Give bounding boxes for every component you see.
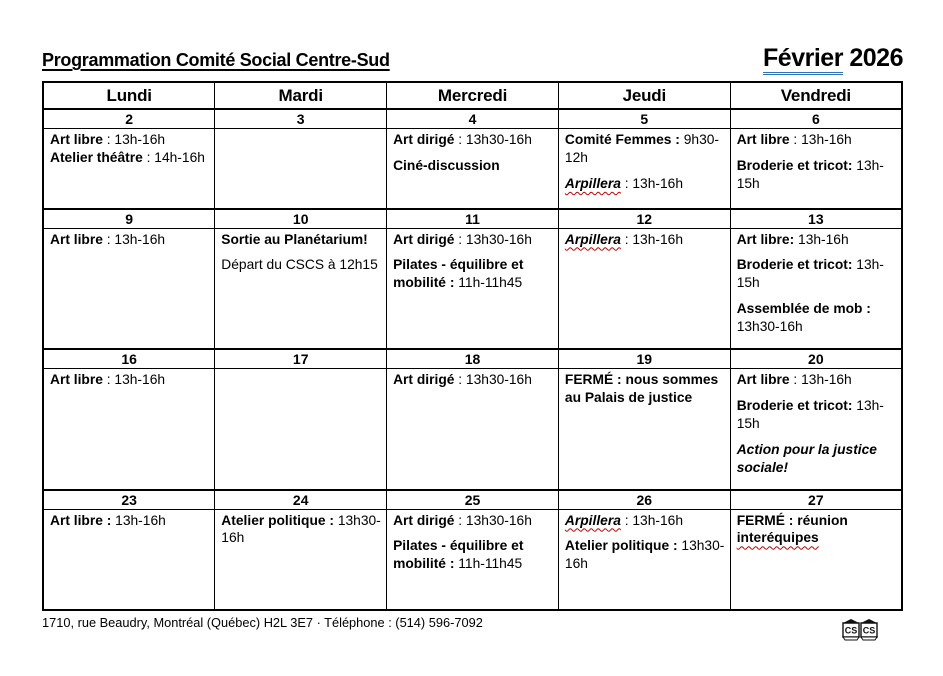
event-text: 11h-11h45 bbox=[454, 275, 523, 291]
cscs-logo-icon bbox=[841, 618, 879, 644]
event-entry bbox=[737, 300, 896, 336]
week-1-content-row bbox=[43, 129, 902, 209]
date-cell-18: 18 bbox=[387, 349, 559, 369]
date-cell-3: 3 bbox=[215, 109, 387, 129]
date-cell-4: 4 bbox=[387, 109, 559, 129]
event-text: 13h-15h bbox=[736, 157, 884, 191]
date-cell-6: 6 bbox=[730, 109, 902, 129]
event-text: FERMÉ : nous sommes au Palais de justice bbox=[564, 372, 719, 405]
day-header-mardi: Mardi bbox=[215, 82, 387, 109]
date-cell-11: 11 bbox=[387, 209, 559, 229]
event-text: : 13h-16h bbox=[620, 231, 684, 247]
event-text: Broderie et tricot: bbox=[736, 157, 853, 173]
event-entry bbox=[565, 131, 725, 167]
event-text: 13h-15h bbox=[736, 257, 884, 291]
event-entry bbox=[50, 371, 209, 389]
event-text: Broderie et tricot: bbox=[736, 257, 853, 273]
event-cell-17 bbox=[215, 369, 387, 490]
event-entry bbox=[50, 131, 209, 149]
event-cell-13 bbox=[730, 228, 902, 349]
event-text: 13h30-16h bbox=[736, 319, 803, 335]
day-header-jeudi: Jeudi bbox=[558, 82, 730, 109]
event-cell-24 bbox=[215, 509, 387, 610]
event-text: Broderie et tricot: bbox=[736, 397, 853, 413]
event-text: Art dirigé bbox=[393, 132, 455, 147]
event-cell-27 bbox=[730, 509, 902, 610]
event-text: Atelier théâtre bbox=[50, 149, 143, 165]
event-text: Arpillera bbox=[564, 231, 621, 247]
event-entry bbox=[737, 131, 896, 149]
day-header-lundi: Lundi bbox=[43, 82, 215, 109]
page-title: Programmation Comité Social Centre-Sud bbox=[42, 50, 390, 70]
event-text: : 13h30-16h bbox=[454, 132, 532, 147]
date-cell-24: 24 bbox=[215, 490, 387, 510]
date-cell-2: 2 bbox=[43, 109, 215, 129]
event-cell-18 bbox=[387, 369, 559, 490]
event-entry bbox=[393, 537, 553, 573]
event-entry bbox=[565, 371, 725, 407]
month-title bbox=[763, 44, 903, 73]
event-text: 9h30-12h bbox=[564, 132, 720, 165]
event-text: : 14h-16h bbox=[142, 149, 205, 165]
event-entry bbox=[221, 231, 381, 249]
event-entry bbox=[565, 537, 725, 573]
event-entry bbox=[737, 512, 896, 548]
event-entry bbox=[50, 231, 209, 249]
date-cell-13: 13 bbox=[730, 209, 902, 229]
date-cell-19: 19 bbox=[558, 349, 730, 369]
year: 2026 bbox=[849, 44, 903, 72]
date-cell-20: 20 bbox=[730, 349, 902, 369]
event-text: Arpillera bbox=[564, 512, 621, 528]
day-header-mercredi: Mercredi bbox=[387, 82, 559, 109]
event-text: 13h-16h bbox=[111, 512, 166, 528]
week-3-date-row bbox=[43, 349, 902, 369]
week-4-content-row bbox=[43, 509, 902, 610]
date-cell-10: 10 bbox=[215, 209, 387, 229]
cscs-logo bbox=[841, 618, 879, 647]
event-text: : 13h30-16h bbox=[454, 372, 532, 387]
footer-address: 1710, rue Beaudry, Montréal (Québec) H2L 3E7 · Téléphone : (514) 596-7092 bbox=[42, 615, 483, 630]
date-cell-9: 9 bbox=[43, 209, 215, 229]
event-cell-23 bbox=[43, 509, 215, 610]
event-text: 11h-11h45 bbox=[454, 556, 523, 572]
event-entry bbox=[737, 397, 896, 433]
event-text: Atelier politique : bbox=[564, 538, 678, 554]
event-cell-16 bbox=[43, 369, 215, 490]
event-text: Départ du CSCS à 12h15 bbox=[221, 257, 378, 273]
event-cell-2 bbox=[43, 129, 215, 209]
event-entry bbox=[50, 512, 209, 530]
event-text: Art libre bbox=[736, 132, 790, 147]
event-text: Assemblée de mob : bbox=[736, 301, 871, 317]
event-text: 13h30-16h bbox=[221, 512, 381, 546]
event-entry bbox=[737, 441, 896, 477]
day-header-vendredi: Vendredi bbox=[730, 82, 902, 109]
svg-text:CS: CS bbox=[862, 625, 876, 636]
week-2-date-row bbox=[43, 209, 902, 229]
month-name: Février bbox=[763, 44, 843, 75]
event-entry bbox=[737, 371, 896, 389]
week-1-date-row bbox=[43, 109, 902, 129]
event-text: Ciné-discussion bbox=[393, 157, 500, 173]
event-entry bbox=[737, 231, 896, 249]
event-text: Art dirigé bbox=[393, 372, 455, 387]
event-cell-6 bbox=[730, 129, 902, 209]
event-text: 13h-15h bbox=[736, 397, 884, 431]
event-text: : 13h-16h bbox=[102, 132, 166, 147]
event-cell-3 bbox=[215, 129, 387, 209]
event-entry bbox=[221, 512, 381, 548]
document-footer bbox=[42, 614, 903, 647]
event-cell-10 bbox=[215, 228, 387, 349]
event-text: : 13h-16h bbox=[789, 372, 852, 387]
event-cell-20 bbox=[730, 369, 902, 490]
event-text: Pilates - équilibre et mobilité : bbox=[393, 257, 524, 291]
event-cell-11 bbox=[387, 228, 559, 349]
event-text: : 13h-16h bbox=[620, 175, 684, 191]
event-text: Art libre bbox=[50, 231, 103, 247]
event-cell-9 bbox=[43, 228, 215, 349]
svg-text:CS: CS bbox=[844, 625, 858, 636]
date-cell-27: 27 bbox=[730, 490, 902, 510]
event-text: Pilates - équilibre et mobilité : bbox=[393, 538, 524, 572]
event-text: : 13h-16h bbox=[789, 132, 852, 147]
event-cell-12 bbox=[558, 228, 730, 349]
event-text: Art libre bbox=[736, 372, 790, 387]
date-cell-25: 25 bbox=[387, 490, 559, 510]
date-cell-23: 23 bbox=[43, 490, 215, 510]
event-entry bbox=[565, 231, 725, 249]
document-header bbox=[42, 44, 903, 73]
event-entry bbox=[393, 231, 553, 249]
event-text: : 13h-16h bbox=[102, 372, 166, 387]
event-text: : 13h-16h bbox=[102, 231, 166, 247]
event-text: 13h30-16h bbox=[564, 538, 725, 572]
event-text: Action pour la justice sociale! bbox=[736, 441, 877, 475]
event-text: Art libre : bbox=[50, 512, 112, 528]
event-text: Sortie au Planétarium! bbox=[221, 231, 368, 247]
event-text: Arpillera bbox=[564, 175, 621, 191]
day-header-row bbox=[43, 82, 902, 109]
week-4-date-row bbox=[43, 490, 902, 510]
event-text: Comité Femmes : bbox=[564, 132, 680, 147]
event-text: Art libre bbox=[50, 132, 103, 147]
event-text: : 13h30-16h bbox=[454, 231, 532, 247]
event-text: 13h-16h bbox=[794, 231, 849, 247]
week-2-content-row bbox=[43, 228, 902, 349]
event-entry bbox=[393, 371, 553, 389]
event-entry bbox=[393, 512, 553, 530]
date-cell-12: 12 bbox=[558, 209, 730, 229]
event-text: : 13h-16h bbox=[620, 512, 684, 528]
event-cell-5 bbox=[558, 129, 730, 209]
event-text: Art dirigé bbox=[393, 512, 455, 528]
date-cell-16: 16 bbox=[43, 349, 215, 369]
event-text: Art libre: bbox=[736, 231, 795, 247]
week-3-content-row bbox=[43, 369, 902, 490]
event-text: Art dirigé bbox=[393, 231, 455, 247]
event-entry bbox=[565, 512, 725, 530]
event-text: FERMÉ : réunion bbox=[736, 512, 848, 528]
event-text: interéquipes bbox=[736, 530, 819, 546]
event-entry bbox=[221, 256, 381, 274]
event-entry bbox=[737, 157, 896, 193]
event-entry bbox=[737, 256, 896, 292]
event-cell-19 bbox=[558, 369, 730, 490]
event-entry bbox=[393, 256, 553, 292]
event-text: Art libre bbox=[50, 372, 103, 387]
event-entry bbox=[50, 149, 209, 167]
date-cell-5: 5 bbox=[558, 109, 730, 129]
event-entry bbox=[393, 157, 553, 175]
event-cell-25 bbox=[387, 509, 559, 610]
event-cell-4 bbox=[387, 129, 559, 209]
event-cell-26 bbox=[558, 509, 730, 610]
event-text: Atelier politique : bbox=[221, 512, 334, 528]
event-text: : 13h30-16h bbox=[454, 512, 532, 528]
event-entry bbox=[393, 131, 553, 149]
date-cell-17: 17 bbox=[215, 349, 387, 369]
calendar-table bbox=[42, 81, 903, 611]
event-entry bbox=[565, 175, 725, 193]
date-cell-26: 26 bbox=[558, 490, 730, 510]
